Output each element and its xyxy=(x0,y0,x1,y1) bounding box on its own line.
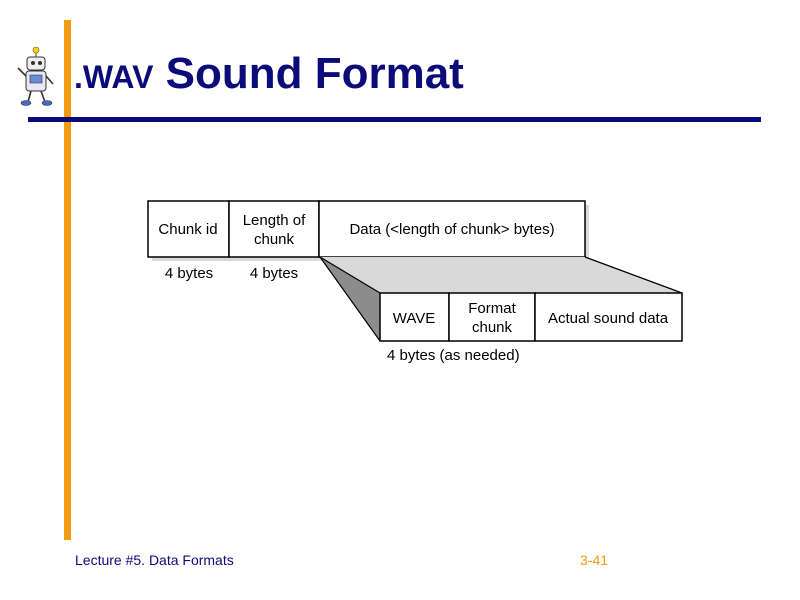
title-main: Sound Format xyxy=(153,49,464,98)
bottom-size-label: 4 bytes (as needed) xyxy=(387,347,520,364)
wave-label: WAVE xyxy=(392,310,436,327)
chunk-label: chunk xyxy=(253,231,295,248)
length-of-label: Length of xyxy=(242,212,306,229)
chunk-id-size: 4 bytes xyxy=(164,265,214,282)
accent-vertical-bar xyxy=(64,20,71,540)
slide-title xyxy=(74,49,464,98)
length-of-chunk-cell xyxy=(229,201,319,257)
chunk-id-label: Chunk id xyxy=(158,221,218,238)
footer-lecture-title: Lecture #5. Data Formats xyxy=(75,552,234,568)
data-label: Data (<length of chunk> bytes) xyxy=(349,221,555,238)
robot-mascot-logo xyxy=(12,44,58,108)
format-label: Format xyxy=(468,300,516,317)
footer-page-number: 3-41 xyxy=(580,552,609,568)
title-prefix: .WAV xyxy=(74,59,154,95)
expansion-top-face xyxy=(320,257,682,293)
wav-chunk-diagram xyxy=(140,195,690,375)
actual-sound-data-label: Actual sound data xyxy=(547,310,669,327)
format-chunk-label: chunk xyxy=(471,319,513,336)
length-size: 4 bytes xyxy=(249,265,299,282)
title-underline xyxy=(28,117,761,122)
